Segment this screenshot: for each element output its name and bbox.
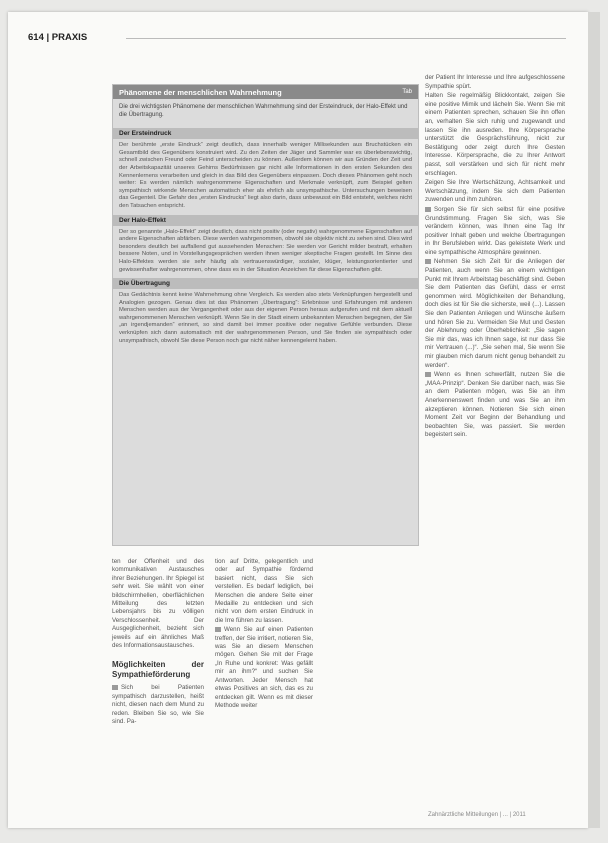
- header-rule: [126, 38, 566, 39]
- section-ersteindruck: [113, 128, 418, 210]
- section-heading: Der Halo-Effekt: [113, 215, 418, 226]
- paragraph: Wenn Sie auf einen Patienten treffen, der Sie irritiert, notieren Sie, was Sie an diesem Menschen mögen. Gehen Sie mit der Frage „In Ruhe und konkret: Was gefällt mir an ihm?“ und suchen Sie Antworten. Jeder Mensch hat etwas Positives an sich, das es zu entdecken gilt. Wenn es mit dieser Methode weiter: [215, 626, 313, 709]
- bullet-marker-icon: [112, 685, 118, 690]
- paragraph: der Patient Ihr Interesse und Ihre aufgeschlossene Sympathie spürt.: [425, 74, 565, 90]
- paragraph: tion auf Dritte, gelegentlich und oder auf Sympathie fördernd basiert nicht, dass Sie sich verstellen. Es bedarf lediglich, bei Menschen die andere Seite einer Medaille zu entdecken und sich nicht von dem ersten Eindruck in die Irre führen zu lassen.: [215, 558, 313, 624]
- bullet-marker-icon: [425, 207, 431, 212]
- paragraph: Wenn es Ihnen schwerfällt, nutzen Sie die „MAA-Prinzip“. Denken Sie darüber nach, was Sie an dem Patienten mögen, was Sie an ihm Anerkennenswert finden und was Sie an ihm akzeptieren können. Notieren Sie sich einen Moment Zeit vor Beginn der Behandlung und beobachten Sie, was passiert. Sie werden begeistert sein.: [425, 371, 565, 439]
- paragraph: Halten Sie regelmäßig Blickkontakt, zeigen Sie eine positive Mimik und lächeln Sie. Wenn Sie mit einem Patienten sprechen, schauen Sie ihn offen an, verhalten Sie sich ruhig und zugewandt und lassen Sie ihn ausreden. Ihre Körpersprache unterstützt die Gesprächsführung, nickt zur Bestätigung oder zeigt durch Ihre Gesten Interesse. Körpersprache, die zu Ihrer Antwort passt, soll verstärken und sich für nicht mehr erschlagen.: [425, 92, 565, 177]
- column-middle: [215, 558, 313, 711]
- section-body: Der so genannte „Halo-Effekt“ zeigt deutlich, dass nicht positiv (oder negativ) wahrgenommene Eigenschaften auf andere Eigenschaften abfärben. Diese werden wahrgenommen, obwohl sie objektiv nicht zu sehen sind. Dies wird besonders deutlich bei auffallend gut aussehenden Menschen: Sie werden vor Gericht milder bestraft, erhalten bessere Noten, und in Vorstellungsgesprächen werden ihnen weniger skeptische Fragen gestellt. Im Sinne des Halo-Effektes werden sie sehr häufig als vertrauenswürdiger, sozialer, klüger, leistungsorientierter und gewissenhafter wahrgenommen, ohne dass es in der Situation Anzeichen für diese Eigenschaften gibt.: [119, 228, 412, 273]
- bullet-marker-icon: [425, 372, 431, 377]
- section-halo-effekt: [113, 215, 418, 275]
- column-left: [112, 558, 204, 728]
- column-right: [425, 74, 565, 441]
- info-box-tag: Tab: [402, 89, 412, 95]
- section-body: Der berühmte „erste Eindruck“ zeigt deutlich, dass innerhalb weniger Millisekunden aus Bruchstücken ein Gesamtbild des Gegenübers konstruiert wird. Zu den Zeiten der Jäger und Sammler war es überlebenswichtig, schnell zwischen Freund oder Feind unterscheiden zu können. Außerdem können wir aus Gründen der Zeit und der Arbeitskapazität unseres Gehirns Bedürfnissen gar nicht alle Informationen in den ersten Sekunden des Kennenlernens verarbeiten und gleich in das Bild des Gegenübers einpassen. Doch dieses Phänomen geht noch weiter: Es werden nämlich wahrgenommene Eigenschaften und Merkmale verknüpft, zum Beispiel gelten sympathisch wirkende Menschen automatisch eher als ehrlich als unsympathische. Untersuchungen beweisen das Gegenteil. Die Gefahr des „ersten Eindrucks“ liegt also darin, dass unbewusst ein Bild entsteht, welches nicht den Tatsachen entspricht.: [119, 142, 412, 209]
- bullet-marker-icon: [425, 259, 431, 264]
- page: [8, 12, 588, 828]
- info-box-title: Phänomene der menschlichen Wahrnehmung: [119, 87, 282, 97]
- bullet-marker-icon: [215, 627, 221, 632]
- paragraph: Sorgen Sie für sich selbst für eine positive Grundstimmung. Fragen Sie sich, was Sie verändern können, was Ihnen eine Tag Ihr positiver Inhalt geben und welche Übertragungen in Ihr Berufsleben wirkt. Das geleistete Werk und eine sympathische Atmosphäre gewinnen.: [425, 205, 565, 256]
- subheading: Möglichkeiten der Sympathieförderung: [112, 660, 204, 680]
- section-body: Das Gedächtnis kennt keine Wahrnehmung ohne Vergleich. Es werden also stets Verknüpfungen hergestellt und Analogien gezogen. Genau dies ist das Phänomen „Übertragung“: Erlebnisse und Erfahrungen mit anderen Menschen werden aus der Vergangenheit oder aus der eigenen Person heraus aufgerufen und mit dem aktuell wahrgenommenen Menschen verknüpft. Wenn Sie in der Stadt einem unbekannten Menschen begegnen, der Sie „an irgendjemanden“ erinnert, so sind damit bei immer positive oder negative Gefühle verbunden. Diese verknüpfen sich dann automatisch mit der wahrgenommenen Person, und Sie finden sie sympathisch oder unsympathisch, obwohl Sie diese Person noch gar nicht näher kennengelernt haben.: [119, 292, 412, 344]
- info-box-intro: Die drei wichtigsten Phänomene der menschlichen Wahrnehmung sind der Ersteindruck, der Halo-Effekt und die Übertragung.: [119, 104, 408, 118]
- paragraph: ten der Offenheit und des kommunikativen Austausches ihrer Beziehungen. Ihr Spiegel ist sehr weit. Sie wählt von einer bildschirmhellen, oberflächlichen Mitteilung des letzten Lebensjahrs bis zu völligen Verschlossenheit. Der Ausgeglichenheit, bezieht sich jeweils auf ein ähnliches Maß des Informationsaustausches.: [112, 558, 204, 650]
- paragraph: Nehmen Sie sich Zeit für die Anliegen der Patienten, auch wenn Sie an einem wichtigen Punkt mit Ihrem Arbeitstag beschäftigt sind. Geben Sie dem Patienten das Gefühl, dass er ernst genommen wird. Möglichkeiten der Behandlung, doch dies ist für Sie die sicherste, weil (...). Lassen Sie den Patienten Anliegen und Wünsche äußern und hören Sie zu. Vermeiden Sie Mut und Gesten der Ablehnung oder Überheblichkeit: „Sie sagen Sie mir das, was ich Ihnen sage, ist nur dass Sie mir Vertrauen (...)“. „Sie sehen mal, Sie wenn Sie mir glauben mich darum nicht genug behandelt zu werden“.: [425, 258, 565, 369]
- info-box: [112, 84, 419, 546]
- page-edge-shadow: [588, 12, 600, 828]
- paragraph: Sich bei Patienten sympathisch darzustellen, heißt nicht, diesen nach dem Mund zu reden. Bleiben Sie so, wie Sie sind. Pa-: [112, 684, 204, 726]
- section-uebertragung: [113, 278, 418, 345]
- section-heading: Die Übertragung: [113, 278, 418, 289]
- page-header: 614 | PRAXIS: [28, 32, 88, 43]
- paragraph: Zeigen Sie Ihre Wertschätzung, Achtsamkeit und Wertschätzung, indem Sie sich dem Patienten zuwenden und ihm zuhören.: [425, 179, 565, 204]
- info-box-title-bar: [113, 85, 418, 99]
- page-footer: Zahnärztliche Mitteilungen | ... | 2011: [428, 812, 526, 818]
- section-heading: Der Ersteindruck: [113, 128, 418, 139]
